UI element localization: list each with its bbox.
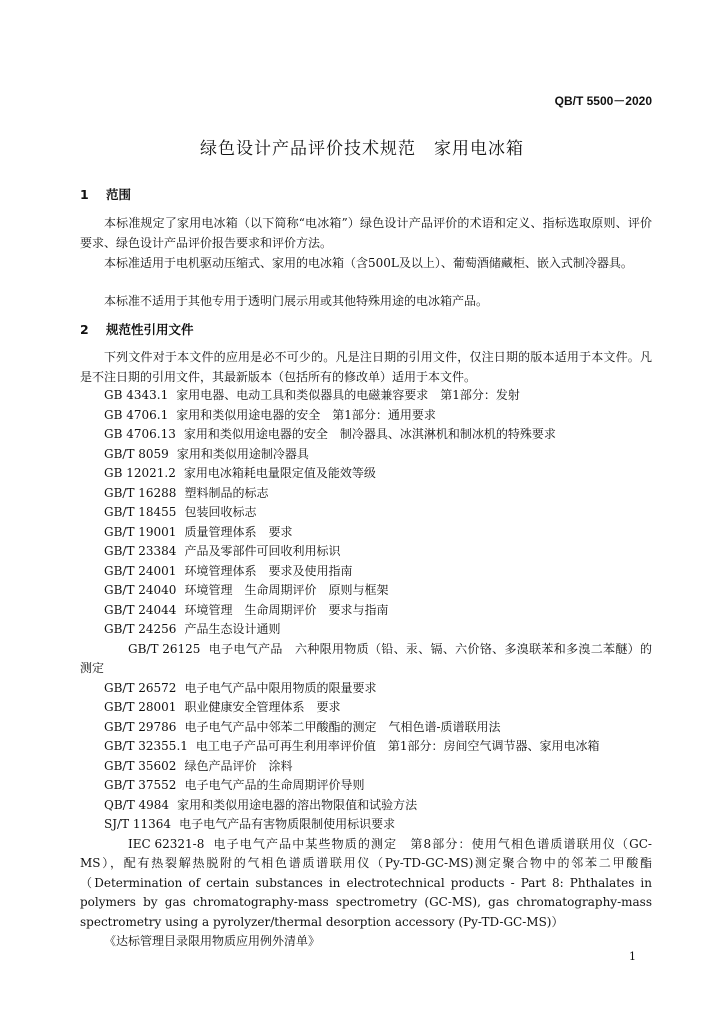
reference-item bbox=[80, 757, 652, 777]
standard-code: QB/T 5500－2020 bbox=[554, 94, 652, 108]
reference-item bbox=[80, 542, 652, 562]
reference-title: 电工电子产品可再生利用率评价值 第1部分：房间空气调节器、家用电冰箱 bbox=[195, 739, 600, 753]
references-intro-paragraph: 下列文件对于本文件的应用是必不可少的。凡是注日期的引用文件，仅注日期的版本适用于本文件。凡是不注日期的引用文件，其最新版本（包括所有的修改单）适用于本文件。 bbox=[80, 350, 652, 384]
reference-item bbox=[80, 406, 652, 426]
reference-title: 绿色产品评价 涂料 bbox=[184, 758, 293, 773]
reference-title: 家用和类似用途制冷器具 bbox=[176, 446, 309, 461]
reference-item bbox=[80, 737, 652, 757]
reference-code: GB 4343.1 bbox=[104, 388, 169, 402]
reference-title: 电子电气产品 六种限用物质（铅、汞、镉、六价铬、多溴联苯和多溴二苯醚）的测定 bbox=[80, 641, 652, 675]
reference-title: 产品及零部件可回收利用标识 bbox=[184, 544, 341, 558]
reference-item bbox=[80, 698, 652, 718]
reference-item bbox=[80, 815, 652, 835]
reference-item bbox=[80, 776, 652, 796]
reference-code: GB 4706.1 bbox=[104, 407, 169, 422]
reference-code: IEC 62321-8 bbox=[128, 836, 205, 851]
reference-item bbox=[80, 640, 652, 679]
reference-title: 电子电气产品的生命周期评价导则 bbox=[184, 778, 365, 792]
reference-item bbox=[80, 425, 652, 445]
reference-title: 电子电气产品中限用物质的限量要求 bbox=[184, 680, 377, 695]
reference-title: 包装回收标志 bbox=[184, 505, 257, 519]
reference-code: GB/T 37552 bbox=[104, 778, 177, 792]
reference-code: GB/T 28001 bbox=[104, 700, 177, 714]
reference-item bbox=[80, 932, 652, 952]
reference-list bbox=[80, 386, 652, 952]
reference-title: 职业健康安全管理体系 要求 bbox=[184, 700, 341, 714]
section-title: 规范性引用文件 bbox=[106, 322, 194, 337]
section-number: 2 bbox=[80, 322, 89, 337]
reference-title: 家用和类似用途电器的安全 第1部分：通用要求 bbox=[176, 407, 436, 422]
reference-item bbox=[80, 523, 652, 543]
reference-item bbox=[80, 581, 652, 601]
reference-code: GB/T 32355.1 bbox=[104, 739, 188, 753]
reference-item bbox=[80, 718, 652, 738]
reference-code: GB/T 29786 bbox=[104, 719, 177, 734]
reference-title: 家用电器、电动工具和类似器具的电磁兼容要求 第1部分：发射 bbox=[176, 388, 520, 402]
reference-code: GB/T 19001 bbox=[104, 524, 177, 539]
reference-code: GB/T 24044 bbox=[104, 602, 177, 617]
reference-title: 电子电气产品中某些物质的测定 第8部分：使用气相色谱质谱联用仪（GC-MS），配有热裂解热脱附的气相色谱质谱联用仪（Py-TD-GC-MS)测定聚合物中的邻苯二甲酸酯（Determination of certain substances in electrotechnical products - Part 8: Phthalates in polymers by gas chromatography-mass spectrometry (GC-MS), gas chromatography-mass spectrometry using a pyrolyzer/thermal desorption accessory (Py-TD-GC-MS)） bbox=[80, 836, 652, 929]
reference-code: GB/T 18455 bbox=[104, 505, 177, 519]
reference-item bbox=[80, 445, 652, 465]
reference-item bbox=[80, 601, 652, 621]
reference-code: QB/T 4984 bbox=[104, 797, 170, 812]
section-title: 范围 bbox=[106, 187, 132, 202]
reference-title: 环境管理 生命周期评价 原则与框架 bbox=[184, 583, 389, 597]
reference-code: GB/T 26125 bbox=[128, 641, 201, 656]
reference-title: 电子电气产品有害物质限制使用标识要求 bbox=[179, 817, 396, 831]
reference-item bbox=[80, 835, 652, 933]
scope-paragraph-2: 本标准适用于电机驱动压缩式、家用的电冰箱（含500L及以上）、葡萄酒储藏柜、嵌入式制冷器具。 bbox=[104, 256, 633, 270]
reference-code: GB/T 23384 bbox=[104, 544, 177, 558]
reference-title: 环境管理体系 要求及使用指南 bbox=[184, 563, 353, 578]
scope-paragraph-1: 本标准规定了家用电冰箱（以下简称“电冰箱”）绿色设计产品评价的术语和定义、指标选取原则、评价要求、绿色设计产品评价报告要求和评价方法。 bbox=[80, 216, 652, 250]
reference-title: 《达标管理目录限用物质应用例外清单》 bbox=[104, 934, 321, 948]
reference-title: 电子电气产品中邻苯二甲酸酯的测定 气相色谱-质谱联用法 bbox=[184, 719, 501, 734]
reference-item bbox=[80, 386, 652, 406]
reference-title: 产品生态设计通则 bbox=[184, 622, 281, 636]
reference-item bbox=[80, 679, 652, 699]
section-heading-scope bbox=[80, 185, 131, 203]
scope-paragraph-3: 本标准不适用于其他专用于透明门展示用或其他特殊用途的电冰箱产品。 bbox=[104, 294, 489, 308]
reference-item bbox=[80, 464, 652, 484]
reference-title: 塑料制品的标志 bbox=[184, 485, 269, 500]
reference-code: SJ/T 11364 bbox=[104, 817, 172, 831]
reference-code: GB/T 35602 bbox=[104, 758, 177, 773]
reference-code: GB/T 26572 bbox=[104, 680, 177, 695]
reference-code: GB/T 24256 bbox=[104, 622, 177, 636]
reference-code: GB/T 24001 bbox=[104, 563, 177, 578]
reference-code: GB/T 8059 bbox=[104, 446, 169, 461]
reference-title: 环境管理 生命周期评价 要求与指南 bbox=[184, 602, 389, 617]
reference-title: 质量管理体系 要求 bbox=[184, 524, 293, 539]
document-title: 绿色设计产品评价技术规范 家用电冰箱 bbox=[200, 139, 524, 159]
reference-title: 家用和类似用途电器的安全 制冷器具、冰淇淋机和制冰机的特殊要求 bbox=[183, 427, 556, 441]
reference-item bbox=[80, 484, 652, 504]
reference-item bbox=[80, 562, 652, 582]
reference-title: 家用电冰箱耗电量限定值及能效等级 bbox=[183, 466, 376, 480]
section-number: 1 bbox=[80, 187, 89, 202]
reference-code: GB/T 24040 bbox=[104, 583, 177, 597]
reference-item bbox=[80, 503, 652, 523]
reference-code: GB 12021.2 bbox=[104, 466, 176, 480]
reference-code: GB/T 16288 bbox=[104, 485, 177, 500]
reference-code: GB 4706.13 bbox=[104, 427, 176, 441]
reference-title: 家用和类似用途电器的溶出物限值和试验方法 bbox=[177, 797, 418, 812]
page-number: 1 bbox=[629, 950, 636, 963]
reference-item bbox=[80, 796, 652, 816]
section-heading-normative-references bbox=[80, 320, 194, 338]
reference-item bbox=[80, 620, 652, 640]
